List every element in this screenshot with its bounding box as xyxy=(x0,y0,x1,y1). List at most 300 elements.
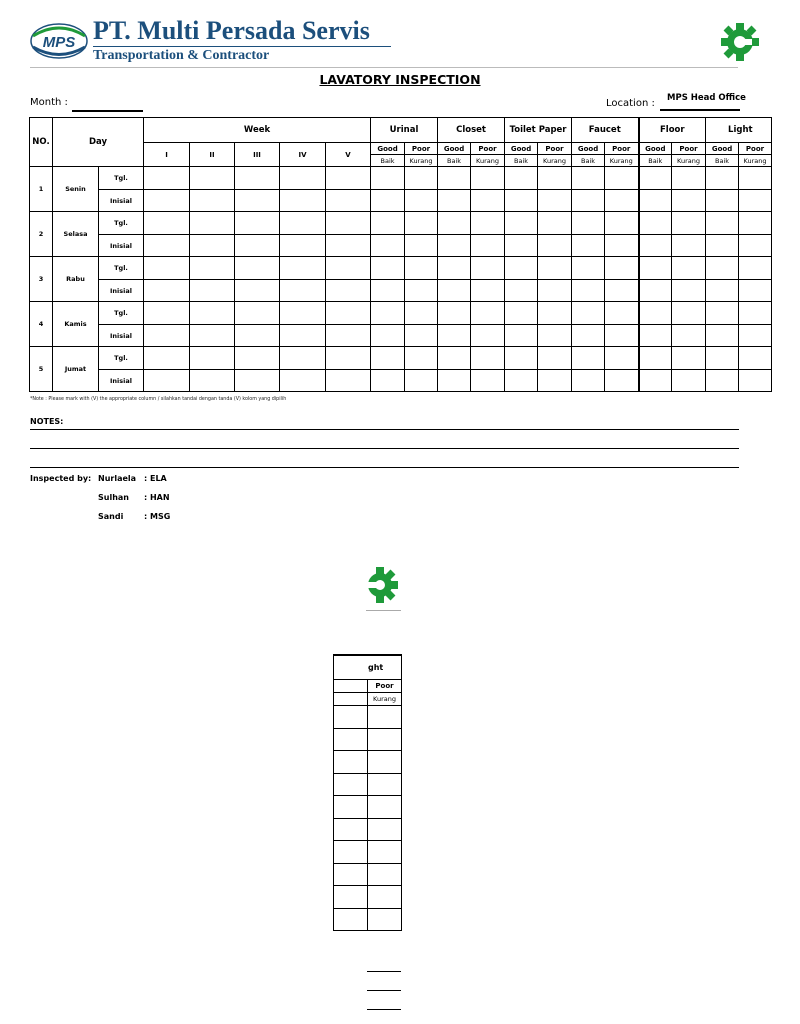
check-cell[interactable] xyxy=(371,325,405,347)
day-name: Selasa xyxy=(53,212,99,257)
inspector-code: : MSG xyxy=(144,512,171,521)
check-cell[interactable] xyxy=(235,280,280,302)
baik-header: Baik xyxy=(438,155,471,167)
week-col-header: I xyxy=(144,143,190,167)
check-cell[interactable] xyxy=(471,235,505,257)
check-cell[interactable] xyxy=(471,212,505,235)
check-cell[interactable] xyxy=(371,212,405,235)
day-name: Senin xyxy=(53,167,99,212)
notes-line xyxy=(30,429,739,430)
check-cell[interactable] xyxy=(190,370,235,392)
check-cell[interactable] xyxy=(471,347,505,370)
check-cell[interactable] xyxy=(235,347,280,370)
inspection-table xyxy=(29,117,772,392)
month-label: Month : xyxy=(30,97,68,108)
table-row xyxy=(334,886,402,909)
check-cell[interactable] xyxy=(235,190,280,212)
table-row xyxy=(334,796,402,819)
day-header: Day xyxy=(53,118,144,167)
inisial-label: Inisial xyxy=(99,325,144,347)
item-header-light: Light xyxy=(706,118,772,143)
check-cell[interactable] xyxy=(144,190,190,212)
check-cell[interactable] xyxy=(538,257,572,280)
check-cell[interactable] xyxy=(326,302,371,325)
check-cell[interactable] xyxy=(280,212,326,235)
fragment-item-header: ght xyxy=(334,655,402,679)
check-cell[interactable] xyxy=(572,212,605,235)
check-cell[interactable] xyxy=(280,325,326,347)
check-cell[interactable] xyxy=(144,212,190,235)
check-cell[interactable] xyxy=(672,212,706,235)
week-col-header: III xyxy=(235,143,280,167)
check-cell[interactable] xyxy=(235,370,280,392)
footnote: *Note : Please mark with (V) the appropriate column / silahkan tandai dengan tanda (V) kolom yang dipilih xyxy=(30,397,287,402)
check-cell[interactable] xyxy=(739,370,772,392)
check-cell[interactable] xyxy=(739,190,772,212)
check-cell[interactable] xyxy=(471,325,505,347)
check-cell[interactable] xyxy=(505,257,538,280)
check-cell[interactable] xyxy=(438,280,471,302)
check-cell[interactable] xyxy=(605,370,639,392)
check-cell[interactable] xyxy=(371,235,405,257)
check-cell[interactable] xyxy=(368,773,402,796)
no-header: NO. xyxy=(30,118,53,167)
check-cell[interactable] xyxy=(368,863,402,886)
check-cell[interactable] xyxy=(572,325,605,347)
day-name: Kamis xyxy=(53,302,99,347)
check-cell[interactable] xyxy=(471,257,505,280)
check-cell[interactable] xyxy=(438,347,471,370)
inisial-label: Inisial xyxy=(99,235,144,257)
check-cell[interactable] xyxy=(672,325,706,347)
check-cell[interactable] xyxy=(605,280,639,302)
good-header: Good xyxy=(371,143,405,155)
check-cell[interactable] xyxy=(639,167,672,190)
week-col-header: V xyxy=(326,143,371,167)
check-cell[interactable] xyxy=(672,280,706,302)
check-cell[interactable] xyxy=(739,167,772,190)
kurang-header: Kurang xyxy=(739,155,772,167)
day-number: 3 xyxy=(30,257,53,302)
week-col-header: II xyxy=(190,143,235,167)
check-cell[interactable] xyxy=(235,212,280,235)
check-cell[interactable] xyxy=(334,818,368,841)
check-cell[interactable] xyxy=(334,728,368,751)
fragment-notes-line xyxy=(367,1009,401,1010)
check-cell[interactable] xyxy=(405,280,438,302)
baik-header: Baik xyxy=(706,155,739,167)
table-row xyxy=(334,773,402,796)
check-cell[interactable] xyxy=(280,370,326,392)
check-cell[interactable] xyxy=(326,167,371,190)
check-cell[interactable] xyxy=(672,370,706,392)
check-cell[interactable] xyxy=(471,167,505,190)
check-cell[interactable] xyxy=(672,167,706,190)
notes-line xyxy=(30,448,739,449)
check-cell[interactable] xyxy=(326,212,371,235)
check-cell[interactable] xyxy=(538,302,572,325)
check-cell[interactable] xyxy=(471,302,505,325)
check-cell[interactable] xyxy=(190,302,235,325)
poor-header: Poor xyxy=(538,143,572,155)
check-cell[interactable] xyxy=(706,167,739,190)
check-cell[interactable] xyxy=(371,190,405,212)
table-row xyxy=(30,347,772,370)
check-cell[interactable] xyxy=(438,235,471,257)
inisial-label: Inisial xyxy=(99,370,144,392)
inspector-name: Sandi xyxy=(98,512,124,521)
check-cell[interactable] xyxy=(405,347,438,370)
check-cell[interactable] xyxy=(190,280,235,302)
inspector-code: : HAN xyxy=(144,493,170,502)
notes-line xyxy=(30,467,739,468)
check-cell[interactable] xyxy=(326,190,371,212)
inspector-name: Sulhan xyxy=(98,493,129,502)
check-cell[interactable] xyxy=(438,257,471,280)
check-cell[interactable] xyxy=(368,908,402,931)
location-label: Location : xyxy=(606,98,655,109)
check-cell[interactable] xyxy=(572,280,605,302)
baik-header: Baik xyxy=(371,155,405,167)
logo-text: MPS xyxy=(42,34,76,51)
check-cell[interactable] xyxy=(572,370,605,392)
check-cell[interactable] xyxy=(605,257,639,280)
check-cell[interactable] xyxy=(471,370,505,392)
check-cell[interactable] xyxy=(639,257,672,280)
check-cell[interactable] xyxy=(538,325,572,347)
baik-header: Baik xyxy=(639,155,672,167)
check-cell[interactable] xyxy=(706,190,739,212)
check-cell[interactable] xyxy=(605,325,639,347)
check-cell[interactable] xyxy=(605,190,639,212)
check-cell[interactable] xyxy=(371,370,405,392)
check-cell[interactable] xyxy=(639,235,672,257)
check-cell[interactable] xyxy=(706,212,739,235)
check-cell[interactable] xyxy=(280,280,326,302)
check-cell[interactable] xyxy=(326,235,371,257)
baik-header: Baik xyxy=(572,155,605,167)
check-cell[interactable] xyxy=(505,190,538,212)
inspection-table-wrapper xyxy=(29,117,767,393)
check-cell[interactable] xyxy=(739,257,772,280)
check-cell[interactable] xyxy=(639,370,672,392)
tgl-label: Tgl. xyxy=(99,167,144,190)
check-cell[interactable] xyxy=(706,302,739,325)
poor-header: Poor xyxy=(471,143,505,155)
check-cell[interactable] xyxy=(471,190,505,212)
check-cell[interactable] xyxy=(538,235,572,257)
check-cell[interactable] xyxy=(144,370,190,392)
check-cell[interactable] xyxy=(505,370,538,392)
fragment-table xyxy=(333,654,402,931)
check-cell[interactable] xyxy=(144,167,190,190)
month-field-line xyxy=(72,110,143,112)
location-field-line xyxy=(660,109,740,111)
check-cell[interactable] xyxy=(368,705,402,728)
fragment-header-divider xyxy=(366,610,401,611)
check-cell[interactable] xyxy=(368,751,402,774)
check-cell[interactable] xyxy=(538,347,572,370)
tgl-label: Tgl. xyxy=(99,212,144,235)
table-row xyxy=(334,863,402,886)
check-cell[interactable] xyxy=(334,773,368,796)
check-cell[interactable] xyxy=(334,863,368,886)
check-cell[interactable] xyxy=(438,212,471,235)
check-cell[interactable] xyxy=(144,235,190,257)
check-cell[interactable] xyxy=(326,257,371,280)
fragment-notes-line xyxy=(367,971,401,972)
check-cell[interactable] xyxy=(639,212,672,235)
check-cell[interactable] xyxy=(190,235,235,257)
check-cell[interactable] xyxy=(280,190,326,212)
check-cell[interactable] xyxy=(672,190,706,212)
kurang-header: Kurang xyxy=(471,155,505,167)
check-cell[interactable] xyxy=(505,325,538,347)
check-cell[interactable] xyxy=(706,280,739,302)
check-cell[interactable] xyxy=(235,302,280,325)
check-cell[interactable] xyxy=(706,257,739,280)
company-logo xyxy=(30,22,88,60)
check-cell[interactable] xyxy=(672,235,706,257)
check-cell[interactable] xyxy=(538,190,572,212)
poor-header: Poor xyxy=(672,143,706,155)
day-number: 5 xyxy=(30,347,53,392)
good-header: Good xyxy=(438,143,471,155)
kurang-header: Kurang xyxy=(538,155,572,167)
table-row xyxy=(30,212,772,235)
check-cell[interactable] xyxy=(368,841,402,864)
check-cell[interactable] xyxy=(235,167,280,190)
check-cell[interactable] xyxy=(144,280,190,302)
check-cell[interactable] xyxy=(639,280,672,302)
table-row xyxy=(334,841,402,864)
check-cell[interactable] xyxy=(672,257,706,280)
check-cell[interactable] xyxy=(672,302,706,325)
baik-header: Baik xyxy=(505,155,538,167)
check-cell[interactable] xyxy=(706,235,739,257)
inspected-by-label: Inspected by: xyxy=(30,474,92,483)
check-cell[interactable] xyxy=(144,257,190,280)
inisial-label: Inisial xyxy=(99,190,144,212)
check-cell[interactable] xyxy=(605,167,639,190)
header-divider xyxy=(30,67,738,68)
check-cell[interactable] xyxy=(334,886,368,909)
check-cell[interactable] xyxy=(235,325,280,347)
check-cell[interactable] xyxy=(438,190,471,212)
check-cell[interactable] xyxy=(280,167,326,190)
check-cell[interactable] xyxy=(368,886,402,909)
check-cell[interactable] xyxy=(326,347,371,370)
table-row xyxy=(30,167,772,190)
tgl-label: Tgl. xyxy=(99,257,144,280)
check-cell[interactable] xyxy=(405,212,438,235)
check-cell[interactable] xyxy=(235,257,280,280)
check-cell[interactable] xyxy=(280,235,326,257)
check-cell[interactable] xyxy=(572,347,605,370)
good-header: Good xyxy=(572,143,605,155)
check-cell[interactable] xyxy=(505,347,538,370)
check-cell[interactable] xyxy=(405,167,438,190)
notes-label: NOTES: xyxy=(30,417,64,426)
check-cell[interactable] xyxy=(326,280,371,302)
check-cell[interactable] xyxy=(326,325,371,347)
poor-header: Poor xyxy=(605,143,639,155)
table-row xyxy=(30,302,772,325)
check-cell[interactable] xyxy=(280,302,326,325)
check-cell[interactable] xyxy=(334,908,368,931)
check-cell[interactable] xyxy=(605,302,639,325)
tgl-label: Tgl. xyxy=(99,302,144,325)
check-cell[interactable] xyxy=(572,302,605,325)
check-cell[interactable] xyxy=(605,347,639,370)
check-cell[interactable] xyxy=(438,167,471,190)
check-cell[interactable] xyxy=(190,167,235,190)
item-header-floor: Floor xyxy=(639,118,706,143)
poor-header: Poor xyxy=(739,143,772,155)
check-cell[interactable] xyxy=(605,212,639,235)
table-row xyxy=(30,370,772,392)
check-cell[interactable] xyxy=(190,257,235,280)
table-row xyxy=(334,705,402,728)
check-cell[interactable] xyxy=(505,302,538,325)
table-row xyxy=(30,235,772,257)
check-cell[interactable] xyxy=(190,190,235,212)
check-cell[interactable] xyxy=(739,235,772,257)
check-cell[interactable] xyxy=(572,257,605,280)
fragment-table-wrapper xyxy=(367,654,401,936)
day-name: Rabu xyxy=(53,257,99,302)
check-cell[interactable] xyxy=(405,257,438,280)
check-cell[interactable] xyxy=(405,190,438,212)
check-cell[interactable] xyxy=(505,235,538,257)
kurang-header: Kurang xyxy=(672,155,706,167)
check-cell[interactable] xyxy=(438,370,471,392)
item-header-urinal: Urinal xyxy=(371,118,438,143)
check-cell[interactable] xyxy=(438,302,471,325)
table-row xyxy=(334,908,402,931)
gear-icon xyxy=(718,20,758,64)
check-cell[interactable] xyxy=(405,302,438,325)
check-cell[interactable] xyxy=(739,347,772,370)
gear-icon xyxy=(366,562,402,608)
company-name: PT. Multi Persada Servis xyxy=(93,16,370,45)
location-value: MPS Head Office xyxy=(667,93,746,103)
check-cell[interactable] xyxy=(334,841,368,864)
day-name: Jumat xyxy=(53,347,99,392)
check-cell[interactable] xyxy=(190,347,235,370)
check-cell[interactable] xyxy=(280,347,326,370)
table-row xyxy=(30,325,772,347)
check-cell[interactable] xyxy=(505,212,538,235)
check-cell[interactable] xyxy=(739,280,772,302)
check-cell[interactable] xyxy=(739,212,772,235)
check-cell[interactable] xyxy=(639,302,672,325)
form-title: LAVATORY INSPECTION xyxy=(319,72,481,87)
check-cell[interactable] xyxy=(538,212,572,235)
check-cell[interactable] xyxy=(144,302,190,325)
good-header: Good xyxy=(639,143,672,155)
check-cell[interactable] xyxy=(739,302,772,325)
poor-header: Poor xyxy=(405,143,438,155)
check-cell[interactable] xyxy=(144,325,190,347)
check-cell[interactable] xyxy=(371,347,405,370)
item-header-faucet: Faucet xyxy=(572,118,639,143)
check-cell[interactable] xyxy=(639,347,672,370)
check-cell[interactable] xyxy=(739,325,772,347)
company-underline xyxy=(93,46,391,47)
item-header-closet: Closet xyxy=(438,118,505,143)
inspector-code: : ELA xyxy=(144,474,167,483)
check-cell[interactable] xyxy=(405,235,438,257)
check-cell[interactable] xyxy=(538,167,572,190)
check-cell[interactable] xyxy=(371,257,405,280)
check-cell[interactable] xyxy=(371,167,405,190)
check-cell[interactable] xyxy=(371,302,405,325)
check-cell[interactable] xyxy=(572,167,605,190)
check-cell[interactable] xyxy=(334,751,368,774)
tgl-label: Tgl. xyxy=(99,347,144,370)
day-number: 1 xyxy=(30,167,53,212)
check-cell[interactable] xyxy=(706,370,739,392)
table-row xyxy=(334,751,402,774)
check-cell[interactable] xyxy=(471,280,505,302)
check-cell[interactable] xyxy=(368,818,402,841)
inisial-label: Inisial xyxy=(99,280,144,302)
check-cell[interactable] xyxy=(235,235,280,257)
check-cell[interactable] xyxy=(505,167,538,190)
check-cell[interactable] xyxy=(334,705,368,728)
check-cell[interactable] xyxy=(405,325,438,347)
table-row xyxy=(30,280,772,302)
kurang-header: Kurang xyxy=(405,155,438,167)
table-row xyxy=(334,728,402,751)
check-cell[interactable] xyxy=(639,325,672,347)
check-cell[interactable] xyxy=(572,190,605,212)
check-cell[interactable] xyxy=(538,370,572,392)
kurang-header: Kurang xyxy=(605,155,639,167)
check-cell[interactable] xyxy=(438,325,471,347)
check-cell[interactable] xyxy=(505,280,538,302)
day-number: 2 xyxy=(30,212,53,257)
check-cell[interactable] xyxy=(572,235,605,257)
week-col-header: IV xyxy=(280,143,326,167)
check-cell[interactable] xyxy=(405,370,438,392)
check-cell[interactable] xyxy=(371,280,405,302)
check-cell[interactable] xyxy=(605,235,639,257)
good-header: Good xyxy=(706,143,739,155)
check-cell[interactable] xyxy=(368,728,402,751)
table-row xyxy=(334,818,402,841)
table-row xyxy=(30,190,772,212)
company-subtitle: Transportation & Contractor xyxy=(93,48,270,63)
check-cell[interactable] xyxy=(326,370,371,392)
check-cell[interactable] xyxy=(672,347,706,370)
good-header: Good xyxy=(505,143,538,155)
inspector-name: Nurlaela xyxy=(98,474,137,483)
check-cell[interactable] xyxy=(706,347,739,370)
check-cell[interactable] xyxy=(368,796,402,819)
check-cell[interactable] xyxy=(190,325,235,347)
kurang-header: Kurang xyxy=(368,692,402,705)
check-cell[interactable] xyxy=(144,347,190,370)
check-cell[interactable] xyxy=(639,190,672,212)
week-header: Week xyxy=(144,118,371,143)
check-cell[interactable] xyxy=(334,796,368,819)
check-cell[interactable] xyxy=(280,257,326,280)
check-cell[interactable] xyxy=(190,212,235,235)
check-cell[interactable] xyxy=(706,325,739,347)
check-cell[interactable] xyxy=(538,280,572,302)
